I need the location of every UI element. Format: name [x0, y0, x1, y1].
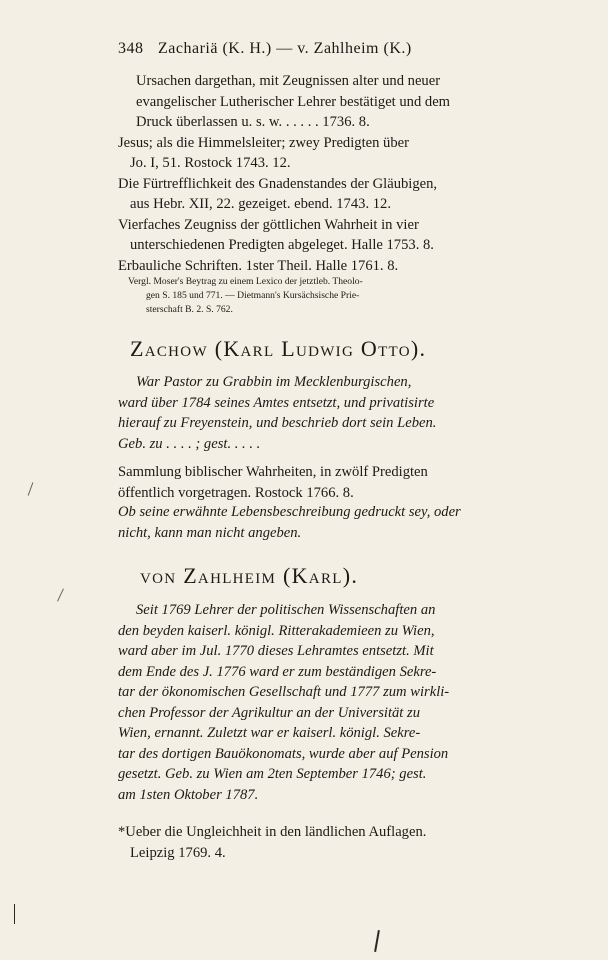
entry2-works — [118, 462, 563, 503]
bio-line: chen Professor der Agrikultur an der Universität zu — [118, 704, 420, 721]
bio-line: am 1sten Oktober 1787. — [118, 786, 259, 803]
entry1-line: Jesus; als die Himmelsleiter; zwey Predigten über — [118, 134, 409, 151]
bio-line: dem Ende des J. 1776 ward er zum beständigen Sekre- — [118, 663, 437, 680]
running-header — [118, 40, 412, 58]
work-line: Sammlung biblischer Wahrheiten, in zwölf Predigten — [118, 464, 428, 480]
entry1-line: unterschiedenen Predigten abgeleget. Halle 1753. 8. — [130, 237, 434, 253]
scan-mark — [28, 482, 34, 495]
bio-line: ward aber im Jul. 1770 dieses Lehramtes entsetzt. Mit — [118, 643, 434, 659]
bio-line: Geb. zu . . . . ; gest. . . . . — [118, 435, 261, 452]
bio-line: tar des dortigen Bauökonomats, wurde aber auf Pension — [118, 745, 449, 762]
bio-line: Wien, ernannt. Zuletzt war er kaiserl. königl. Sekre- — [118, 725, 421, 741]
reference-line: Vergl. Moser's Beytrag zu einem Lexico der jetztleb. Theolo- — [128, 276, 363, 287]
entry1-line: Jo. I, 51. Rostock 1743. 12. — [130, 155, 291, 171]
entry1-references — [128, 275, 563, 317]
reference-line: gen S. 185 und 771. — Dietmann's Kursächsische Prie- — [146, 290, 360, 301]
remark-line: Ob seine erwähnte Lebensbeschreibung gedruckt sey, oder — [118, 504, 461, 520]
bio-line: ward über 1784 seines Amtes entsetzt, und privatisirte — [118, 394, 435, 411]
bio-line: den beyden kaiserl. königl. Ritterakademieen zu Wien, — [118, 622, 435, 639]
entry3-heading: von Zahlheim (Karl). — [140, 563, 359, 588]
running-title: Zachariä (K. H.) — v. Zahlheim (K.) — [158, 40, 412, 57]
entry1-line: evangelischer Lutherischer Lehrer bestätiget und dem — [136, 93, 451, 110]
bio-line: hierauf zu Freyenstein, und beschrieb dort sein Leben. — [118, 415, 437, 431]
work-line: Leipzig 1769. 4. — [130, 844, 226, 861]
page-number: 348 — [118, 40, 144, 57]
entry1-line: Druck überlassen u. s. w. . . . . . 1736. 8. — [136, 114, 370, 130]
bio-line: Seit 1769 Lehrer der politischen Wissenschaften an — [136, 602, 436, 618]
entry1-line: Die Fürtrefflichkeit des Gnadenstandes der Gläubigen, — [118, 175, 438, 192]
scan-mark — [14, 904, 15, 924]
entry3-works — [118, 822, 563, 863]
remark-line: nicht, kann man nicht angeben. — [118, 524, 302, 541]
scan-mark — [57, 588, 64, 601]
entry1-line: Ursachen dargethan, mit Zeugnissen alter und neuer — [136, 73, 441, 89]
entry1-line: aus Hebr. XII, 22. gezeiget. ebend. 1743. 12. — [130, 196, 391, 212]
scan-mark — [374, 930, 380, 952]
bio-line: War Pastor zu Grabbin im Mecklenburgischen, — [136, 374, 412, 390]
bio-line: gesetzt. Geb. zu Wien am 2ten September 1746; gest. — [118, 766, 427, 782]
entry1-line: Erbauliche Schriften. 1ster Theil. Halle 1761. 8. — [118, 257, 399, 274]
entry1-works — [118, 71, 563, 276]
entry2-remark — [118, 502, 563, 543]
work-line: öffentlich vorgetragen. Rostock 1766. 8. — [118, 484, 354, 501]
entry1-line: Vierfaches Zeugniss der göttlichen Wahrheit in vier — [118, 216, 419, 233]
entry2-heading: Zachow (Karl Ludwig Otto). — [130, 336, 427, 361]
bio-line: tar der ökonomischen Gesellschaft und 1777 zum wirkli- — [118, 684, 450, 700]
reference-line: sterschaft B. 2. S. 762. — [146, 304, 233, 315]
work-line: *Ueber die Ungleichheit in den ländlichen Auflagen. — [118, 824, 427, 840]
entry2-bio — [118, 372, 563, 454]
entry3-bio — [118, 600, 563, 805]
